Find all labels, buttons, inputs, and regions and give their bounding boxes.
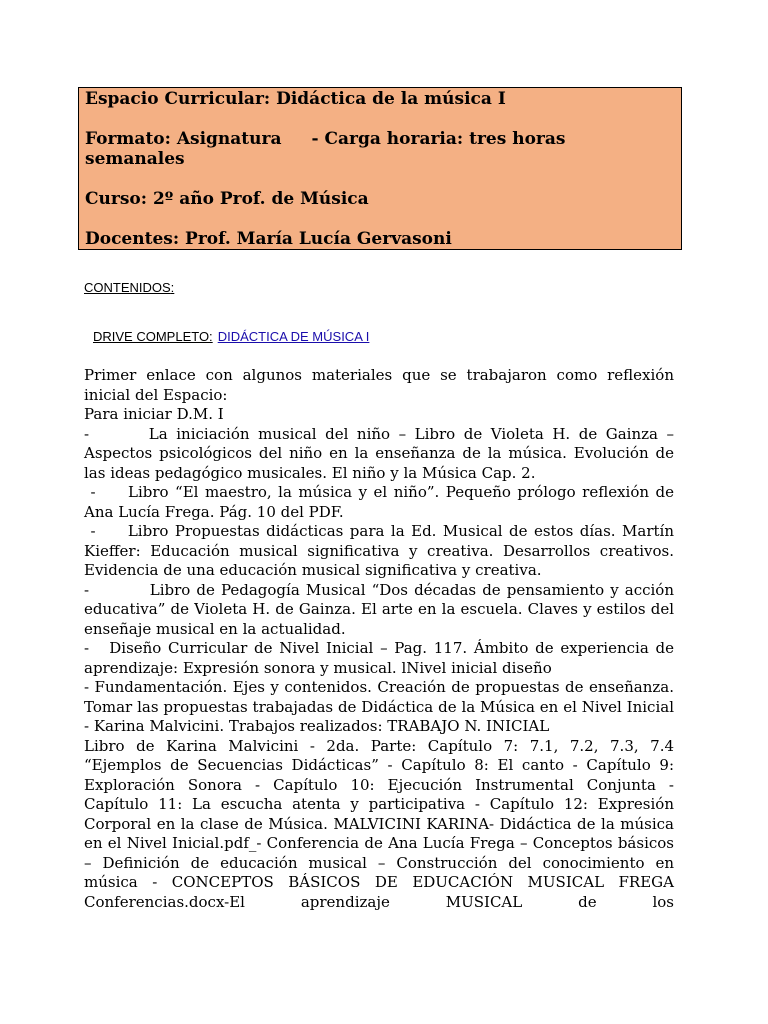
docentes: Docentes: Prof. María Lucía Gervasoni (85, 229, 452, 249)
curso: Curso: 2º año Prof. de Música (85, 189, 369, 209)
drive-label: DRIVE COMPLETO: (93, 329, 213, 344)
paragraph: Primer enlace con algunos materiales que se trabajaron como reflexión inicial del Espacio: (84, 366, 674, 404)
drive-line (93, 329, 369, 344)
formato: Formato: Asignatura (85, 129, 282, 149)
contenidos-colon: : (170, 280, 175, 295)
drive-link[interactable]: DIDÁCTICA DE MÚSICA I (217, 329, 370, 344)
paragraph: - Fundamentación. Ejes y contenidos. Creación de propuestas de enseñanza. Tomar las propuestas trabajadas de Didáctica de la Música en el Nivel Inicial - Karina Malvicini. Trabajos realizados: TRABAJO N. INICIAL (84, 678, 674, 735)
paragraph: - Libro “El maestro, la música y el niño”. Pequeño prólogo reflexión de Ana Lucía Frega. Pág. 10 del PDF. (84, 483, 679, 521)
carga-horaria: Carga horaria: tres horas semanales (85, 129, 566, 169)
paragraph: - Libro de Pedagogía Musical “Dos décadas de pensamiento y acción educativa” de Violeta H. de Gainza. El arte en la escuela. Claves y estilos del enseñaje musical en la actualidad. (84, 580, 679, 638)
paragraph: - Libro Propuestas didácticas para la Ed. Musical de estos días. Martín Kieffer: Educación musical significativa y creativa. Desarrollos creativos. Evidencia de una educación musical significativa y creativa. (84, 522, 679, 579)
paragraph: Libro de Karina Malvicini - 2da. Parte: Capítulo 7: 7.1, 7.2, 7.3, 7.4 “Ejemplos de Secuencias Didácticas” - Capítulo 8: El canto - Capítulo 9: Exploración Sonora - Capítulo 10: Ejecución Instrumental Conjunta - Capítulo 11: La escucha atenta y participativa - Capítulo 12: Expresión Corporal en la clase de Música. MALVICINI KARINA- Didáctica de la música en el Nivel Inicial.pdf_- Conferencia de Ana Lucía Frega – Conceptos básicos – Definición de educación musical – Construcción del conocimiento en música - CONCEPTOS BÁSICOS DE EDUCACIÓN MUSICAL FREGA Conferencias.docx-El aprendizaje MUSICAL de los (84, 736, 674, 911)
content-body (84, 366, 679, 912)
paragraph: Para iniciar D.M. I (84, 405, 224, 423)
espacio-curricular: Espacio Curricular: Didáctica de la música I (85, 89, 506, 109)
separator: - (311, 129, 319, 149)
course-info-box (78, 87, 682, 250)
paragraph: - Diseño Curricular de Nivel Inicial – Pag. 117. Ámbito de experiencia de aprendizaje: Expresión sonora y musical. lNivel inicial diseño (84, 639, 679, 677)
paragraph: - La iniciación musical del niño – Libro de Violeta H. de Gainza – Aspectos psicológicos del niño en la enseñanza de la música. Evolución de las ideas pedagógico musicales. El niño y la Música Cap. 2. (84, 424, 679, 482)
contenidos-heading (84, 280, 174, 295)
formato-carga (85, 129, 670, 169)
contenidos-label: CONTENIDOS (84, 280, 171, 295)
